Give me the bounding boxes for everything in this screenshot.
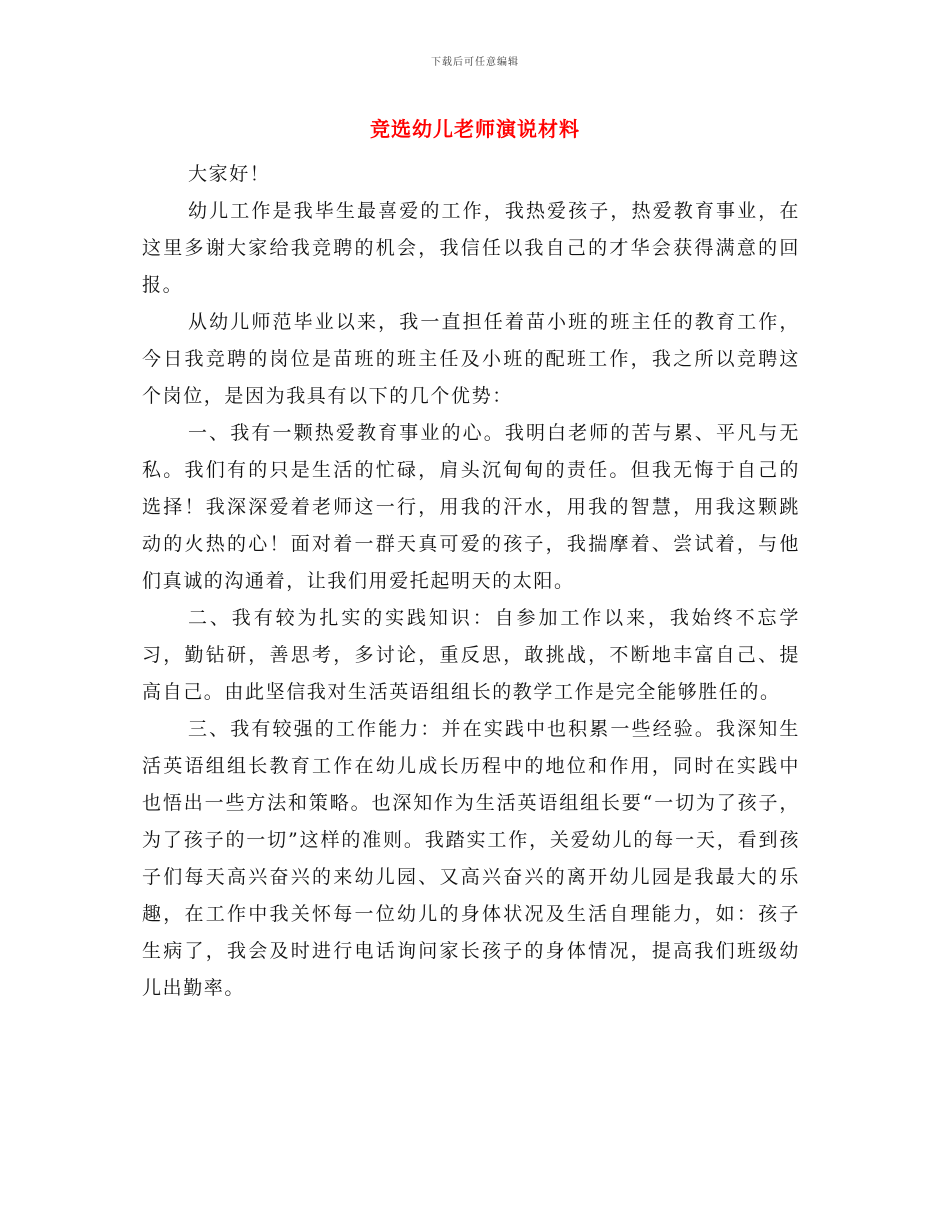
document-title: 竞选幼儿老师演说材料: [370, 117, 580, 141]
advantage-three-paragraph: 三、我有较强的工作能力：并在实践中也积累一些经验。我深知生活英语组组长教育工作在幼儿成长历程中的地位和作用，同时在实践中也悟出一些方法和策略。也深知作为生活英语组组长要“一切为了孩子，为了孩子的一切”这样的准则。我踏实工作，关爱幼儿的每一天，看到孩子们每天高兴奋兴的来幼儿园、又高兴奋兴的离开幼儿园是我最大的乐趣，在工作中我关怀每一位幼儿的身体状况及生活自理能力，如：孩子生病了，我会及时进行电话询问家长孩子的身体情况，提高我们班级幼儿出勤率。: [142, 718, 800, 999]
document-body: [142, 156, 800, 1007]
header-note: 下载后可任意编辑: [431, 57, 519, 68]
advantage-two-paragraph: 二、我有较为扎实的实践知识：自参加工作以来，我始终不忘学习，勤钻研，善思考，多讨论，重反思，敢挑战，不断地丰富自己、提高自己。由此坚信我对生活英语组组长的教学工作是完全能够胜任的。: [142, 607, 800, 703]
intro-paragraph: 幼儿工作是我毕生最喜爱的工作，我热爱孩子，热爱教育事业，在这里多谢大家给我竞聘的机会，我信任以我自己的才华会获得满意的回报。: [142, 200, 800, 296]
greeting-paragraph: 大家好！: [188, 163, 271, 185]
advantage-one-paragraph: 一、我有一颗热爱教育事业的心。我明白老师的苦与累、平凡与无私。我们有的只是生活的忙碌，肩头沉甸甸的责任。但我无悔于自己的选择！我深深爱着老师这一行，用我的汗水，用我的智慧，用我这颗跳动的火热的心！面对着一群天真可爱的孩子，我揣摩着、尝试着，与他们真诚的沟通着，让我们用爱托起明天的太阳。: [142, 422, 800, 592]
background-paragraph: 从幼儿师范毕业以来，我一直担任着苗小班的班主任的教育工作，今日我竞聘的岗位是苗班的班主任及小班的配班工作，我之所以竞聘这个岗位，是因为我具有以下的几个优势：: [142, 311, 800, 407]
